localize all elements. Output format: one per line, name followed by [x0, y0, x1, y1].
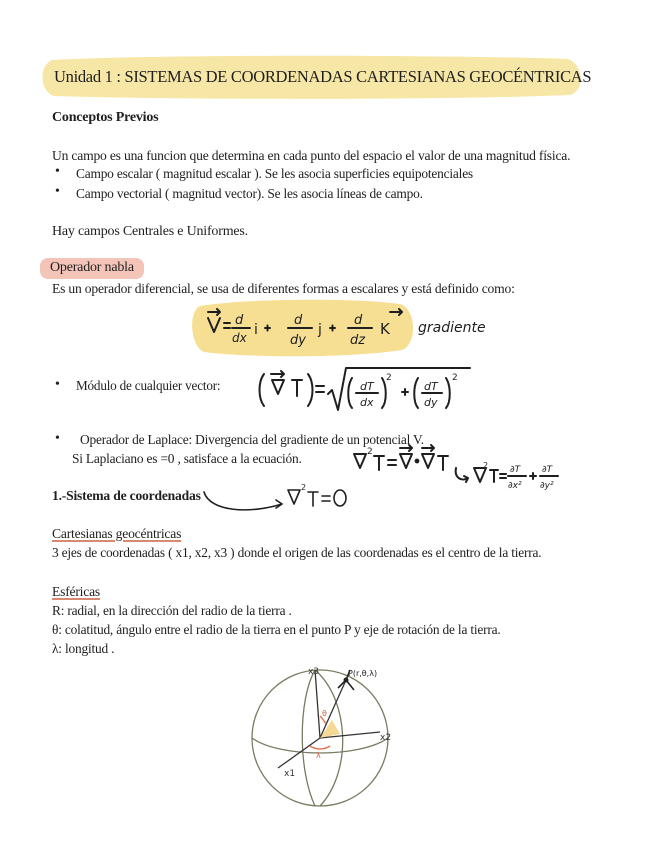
partial-t-glyph: ∂T [542, 465, 553, 475]
lambda-arc [310, 746, 330, 749]
dt-glyph: dT [424, 380, 438, 393]
heading-conceptos-previos: Conceptos Previos [52, 110, 159, 125]
partial-t-glyph: ∂T [510, 465, 521, 475]
nabla-formula [190, 296, 490, 360]
heading-esfericas: Esféricas [52, 584, 101, 599]
dy-glyph: dy [290, 333, 306, 348]
gradiente-note: gradiente [418, 320, 486, 336]
square-glyph: 2 [367, 447, 373, 457]
label-x2: x2 [380, 733, 392, 743]
cartesianas-description: 3 ejes de coordenadas ( x1, x2, x3 ) donde el origen de las coordenadas es el centro de la tierra. [52, 545, 542, 560]
partial-y2-glyph: ∂y² [540, 481, 554, 491]
label-point: P(r,θ,λ) [348, 669, 378, 678]
square-glyph: 2 [301, 483, 307, 492]
title-banner [38, 54, 592, 100]
partial-x2-glyph: ∂x² [508, 481, 522, 491]
laplace-arrow-eq [200, 480, 360, 514]
dx-glyph: dx [232, 331, 247, 345]
point-p [344, 678, 349, 683]
heading-sistema-coordenadas: 1.-Sistema de coordenadas [52, 488, 201, 503]
bullet-dot: • [55, 184, 60, 199]
page-title: Unidad 1 : SISTEMAS DE COORDENADAS CARTESIANAS GEOCÉNTRICAS [54, 67, 592, 86]
square-glyph: 2 [483, 461, 489, 470]
bullet-campo-escalar: Campo escalar ( magnitud escalar ). Se les asocia superficies equipotenciales [76, 166, 473, 181]
modulo-vector-text: Módulo de cualquier vector: [76, 378, 221, 393]
spherical-coordinates-diagram [240, 660, 410, 810]
meridian [302, 670, 315, 806]
modulo-formula [256, 364, 476, 416]
d-glyph: d [294, 313, 303, 328]
square-glyph: 2 [452, 373, 458, 383]
bullet-dot: • [55, 377, 60, 392]
bullet-campo-vectorial: Campo vectorial ( magnitud vector). Se les asocia líneas de campo. [76, 186, 423, 201]
heading-cartesianas: Cartesianas geocéntricas [52, 526, 182, 541]
esfericas-item-radial: R: radial, en la dirección del radio de la tierra . [52, 603, 292, 618]
bullet-dot: • [55, 431, 60, 446]
dz-glyph: dz [350, 333, 366, 348]
laplacian-formula [350, 442, 570, 500]
heading-operador-nabla: Operador nabla [40, 258, 144, 279]
laplace-condition: Si Laplaciano es =0 , satisface a la ecuación. [72, 451, 302, 466]
dy-glyph: dy [424, 396, 438, 409]
d-glyph: d [235, 313, 244, 328]
square-glyph: 2 [386, 373, 392, 383]
esfericas-item-colatitud: θ: colatitud, ángulo entre el radio de la tierra en el punto P y eje de rotación de la tierra. [52, 622, 501, 637]
laplace-definition: Operador de Laplace: Divergencia del gradiente de un potencial V. [80, 432, 424, 447]
label-x1: x1 [284, 769, 296, 779]
bullet-dot: • [55, 164, 60, 179]
axis-x3 [315, 670, 320, 738]
campo-definition: Un campo es una funcion que determina en cada punto del espacio el valor de una magnitud física. [52, 148, 571, 163]
dx-glyph: dx [360, 396, 374, 409]
j-glyph: j [318, 322, 322, 338]
esfericas-item-longitud: λ: longitud . [52, 641, 115, 656]
d-glyph: d [354, 313, 363, 328]
k-glyph: K [380, 320, 390, 338]
nabla-description: Es un operador diferencial, se usa de diferentes formas a escalares y está definido como: [52, 281, 515, 296]
label-theta: θ [322, 709, 327, 718]
i-glyph: i [254, 322, 258, 338]
campos-tipos: Hay campos Centrales e Uniformes. [52, 224, 248, 239]
label-lambda: λ [316, 751, 321, 760]
angle-shading [320, 720, 340, 738]
label-x3: x3 [308, 667, 320, 677]
dt-glyph: dT [360, 380, 374, 393]
